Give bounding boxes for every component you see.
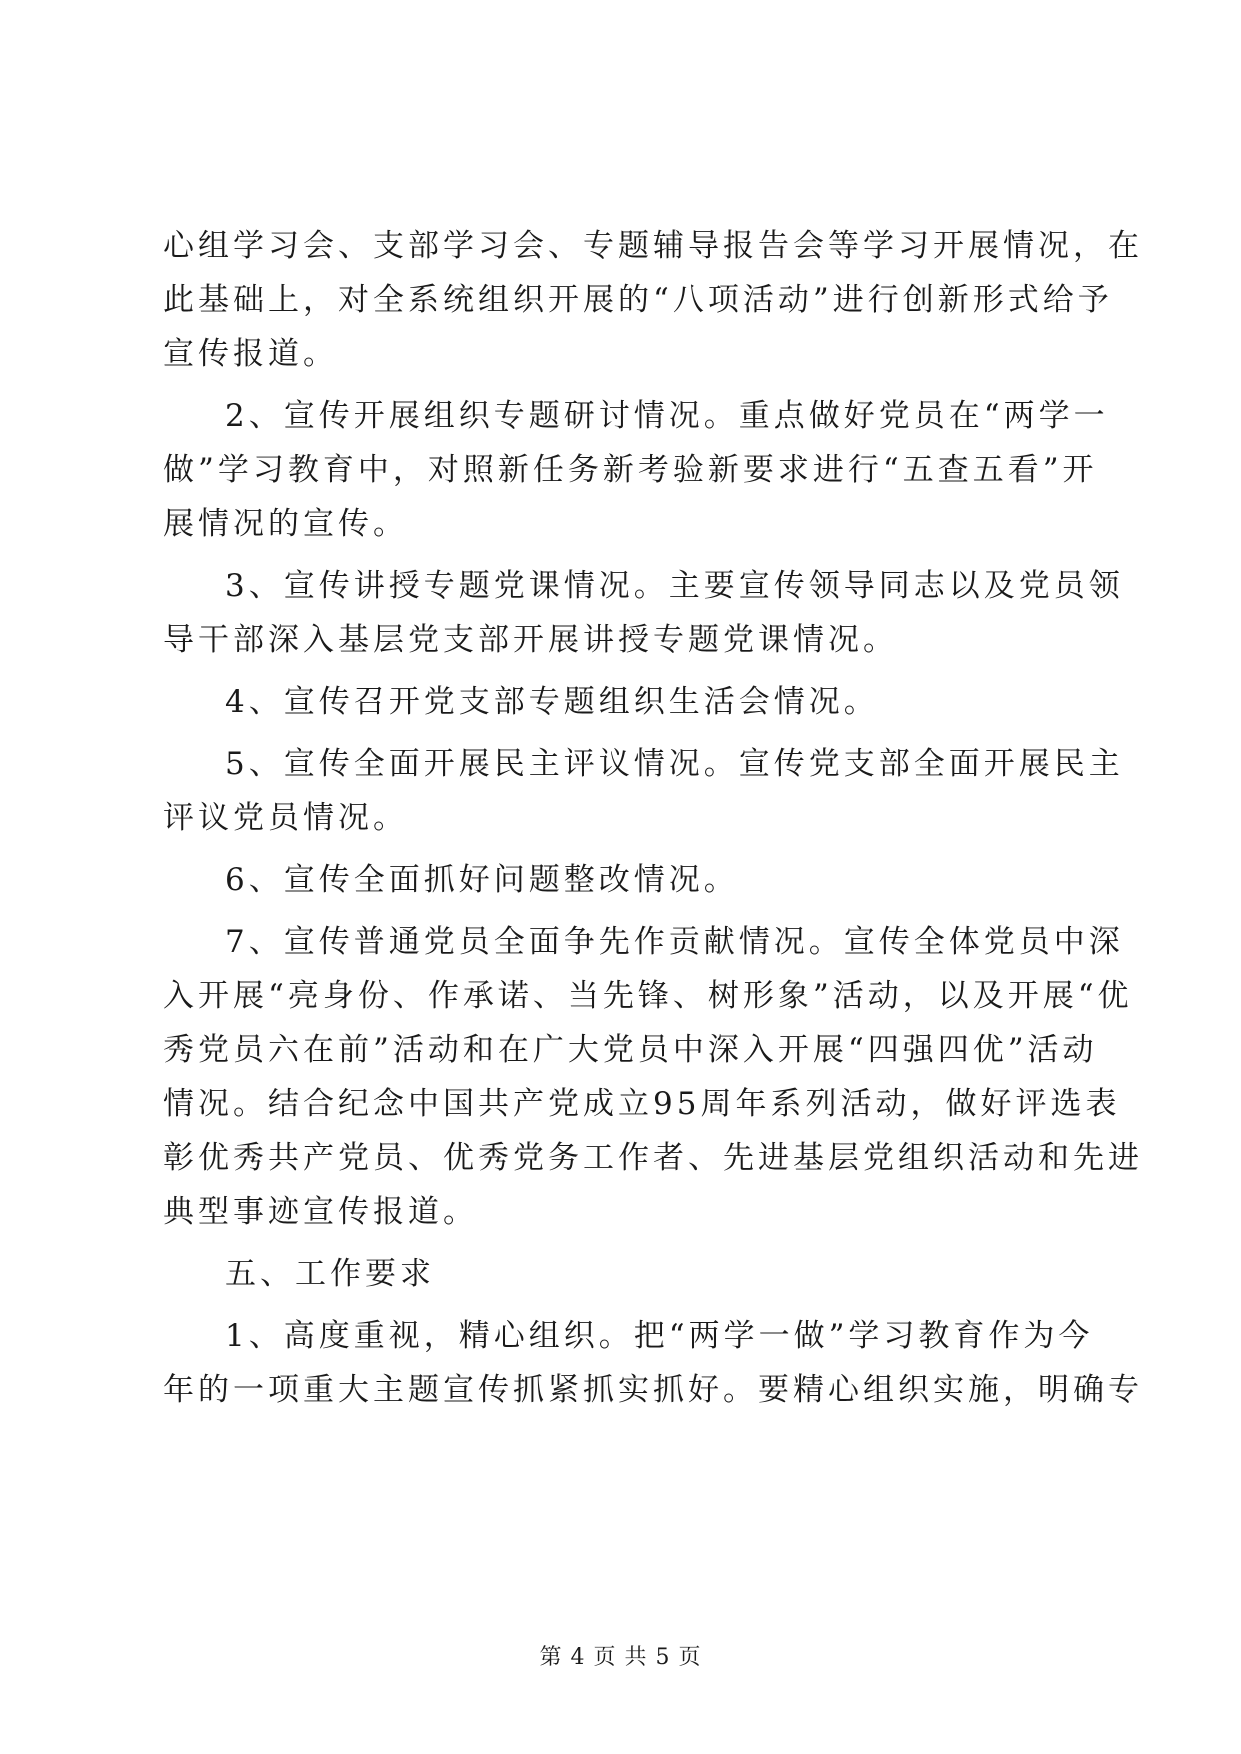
- text-line: 做”学习教育中，对照新任务新考验新要求进行“五查五看”开: [163, 452, 1098, 488]
- text-line: 典型事迹宣传报道。: [163, 1194, 478, 1230]
- text-line: 评议党员情况。: [163, 800, 408, 836]
- text-line: 1、高度重视，精心组织。把“两学一做”学习教育作为今: [225, 1318, 1094, 1354]
- text-line: 情况。结合纪念中国共产党成立95周年系列活动，做好评选表: [163, 1086, 1121, 1122]
- text-line: 彰优秀共产党员、优秀党务工作者、先进基层党组织活动和先进: [163, 1140, 1143, 1176]
- text-line: 5、宣传全面开展民主评议情况。宣传党支部全面开展民主: [225, 746, 1124, 782]
- text-line: 年的一项重大主题宣传抓紧抓实抓好。要精心组织实施，明确专: [163, 1372, 1143, 1408]
- text-line: 导干部深入基层党支部开展讲授专题党课情况。: [163, 622, 898, 658]
- text-line: 心组学习会、支部学习会、专题辅导报告会等学习开展情况，在: [163, 228, 1143, 264]
- text-line: 6、宣传全面抓好问题整改情况。: [225, 862, 739, 898]
- section-heading: 五、工作要求: [225, 1256, 435, 1292]
- text-line: 7、宣传普通党员全面争先作贡献情况。宣传全体党员中深: [225, 924, 1124, 960]
- text-line: 入开展“亮身份、作承诺、当先锋、树形象”活动，以及开展“优: [163, 978, 1133, 1014]
- text-line: 3、宣传讲授专题党课情况。主要宣传领导同志以及党员领: [225, 568, 1124, 604]
- text-line: 秀党员六在前”活动和在广大党员中深入开展“四强四优”活动: [163, 1032, 1098, 1068]
- text-line: 展情况的宣传。: [163, 506, 408, 542]
- text-line: 4、宣传召开党支部专题组织生活会情况。: [225, 684, 879, 720]
- text-line: 宣传报道。: [163, 336, 338, 372]
- text-line: 2、宣传开展组织专题研讨情况。重点做好党员在“两学一: [225, 398, 1109, 434]
- page-number: 第 4 页 共 5 页: [539, 1645, 702, 1670]
- text-line: 此基础上，对全系统组织开展的“八项活动”进行创新形式给予: [163, 282, 1113, 318]
